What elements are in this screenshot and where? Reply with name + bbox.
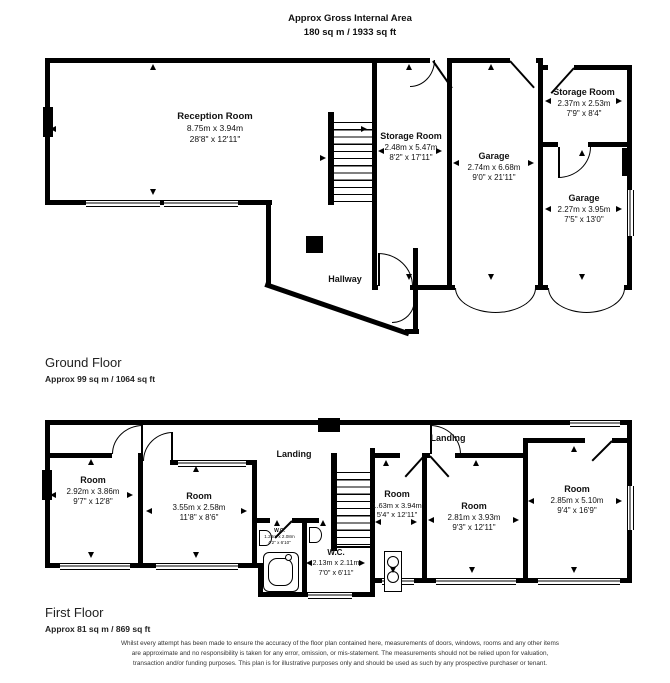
wall bbox=[523, 438, 585, 443]
measure-arrow bbox=[361, 126, 367, 132]
room-dims-metric: 1.63m x 3.94m bbox=[372, 500, 422, 510]
window bbox=[538, 578, 620, 585]
window bbox=[164, 200, 238, 207]
measure-arrow bbox=[579, 150, 585, 156]
room-name: Landing bbox=[430, 433, 466, 443]
disclaimer-text: Whilst every attempt has been made to ensure the accuracy of the floor plan contained here, measurements of doors, windows, rooms and any other items are approximate and no responsibility is taken for any error, omission, or mis-statement. The measurements should not be relied upon for valuation, transaction and/or funding purposes. This plan is for illustrative purposes only and should be used as such by any prospective purchaser or tenant. bbox=[121, 640, 559, 667]
room-name: Garage bbox=[478, 151, 510, 161]
room3-label bbox=[369, 489, 425, 520]
page-title bbox=[35, 12, 665, 40]
room-dims-imperial: 7'0" x 6'11" bbox=[318, 567, 354, 577]
room-dims-imperial: 11'8" x 8'6" bbox=[179, 513, 219, 523]
measure-arrow bbox=[406, 274, 412, 280]
room-name: Room bbox=[80, 475, 106, 485]
wall bbox=[252, 460, 257, 568]
wc-small-label bbox=[257, 528, 302, 545]
toilet-icon bbox=[309, 527, 322, 543]
wall bbox=[405, 329, 419, 334]
room-name: Room bbox=[564, 484, 590, 494]
window bbox=[627, 486, 634, 530]
gross-area-title: Approx Gross Internal Area bbox=[288, 13, 412, 24]
room-name: Hallway bbox=[328, 274, 362, 284]
garage-door-arc bbox=[455, 288, 496, 313]
window bbox=[178, 460, 246, 467]
room-name: Storage Room bbox=[380, 131, 442, 141]
room-name: Garage bbox=[568, 193, 600, 203]
wall bbox=[138, 453, 143, 568]
room-dims-imperial: 7'9" x 8'4" bbox=[566, 109, 602, 119]
floor-name: First Floor bbox=[45, 605, 104, 620]
chimney-block bbox=[622, 148, 632, 176]
room-dims-metric: 2.81m x 3.93m bbox=[447, 512, 501, 522]
chimney-block bbox=[43, 107, 53, 137]
garage-door-arc bbox=[586, 288, 625, 313]
garage-mid-label bbox=[452, 151, 536, 183]
door-leaf bbox=[591, 440, 612, 461]
measure-arrow bbox=[320, 520, 326, 526]
floor-area: Approx 81 sq m / 869 sq ft bbox=[45, 623, 151, 634]
door-arc bbox=[112, 425, 143, 454]
room2-label bbox=[147, 491, 251, 523]
wall bbox=[45, 453, 112, 458]
pillar bbox=[306, 236, 323, 253]
front-door-arc bbox=[392, 300, 415, 323]
measure-arrow bbox=[88, 459, 94, 465]
window bbox=[60, 563, 130, 570]
door-arc bbox=[558, 147, 591, 178]
garage-door-arc bbox=[548, 288, 587, 313]
chimney-block bbox=[318, 418, 340, 432]
measure-arrow bbox=[150, 189, 156, 195]
measure-arrow bbox=[579, 274, 585, 280]
wall bbox=[413, 248, 418, 334]
room-dims-metric: 1.28m x 2.08m bbox=[264, 534, 295, 539]
measure-arrow bbox=[571, 567, 577, 573]
room-dims-imperial: 7'5" x 13'0" bbox=[564, 215, 604, 225]
staircase bbox=[337, 466, 370, 546]
door-leaf bbox=[429, 455, 449, 477]
door-arc bbox=[143, 432, 173, 461]
door-leaf bbox=[509, 60, 535, 88]
first-floor-caption bbox=[45, 605, 150, 634]
room-name: Storage Room bbox=[553, 87, 615, 97]
measure-arrow bbox=[383, 460, 389, 466]
measure-arrow bbox=[50, 126, 56, 132]
room-dims-imperial: 9'3" x 12'11" bbox=[452, 523, 496, 533]
room-dims-metric: 2.92m x 3.86m bbox=[66, 486, 120, 496]
storage-room-mid-label bbox=[374, 131, 448, 163]
wall bbox=[450, 58, 510, 63]
measure-arrow bbox=[193, 466, 199, 472]
measure-arrow bbox=[571, 446, 577, 452]
wall bbox=[588, 142, 632, 147]
room-name: W.C. bbox=[327, 548, 345, 557]
room-dims-imperial: 4'2" x 6'10" bbox=[268, 539, 291, 545]
room-name: Landing bbox=[276, 449, 312, 459]
room-dims-imperial: 8'2" x 17'11" bbox=[389, 153, 433, 163]
room-dims-metric: 2.74m x 6.68m bbox=[467, 162, 521, 172]
measure-arrow bbox=[488, 64, 494, 70]
landing-right-label bbox=[408, 433, 488, 445]
room-dims-metric: 2.13m x 2.11m bbox=[312, 558, 360, 568]
gross-area-value: 180 sq m / 1933 sq ft bbox=[303, 26, 397, 38]
hallway-label bbox=[305, 274, 385, 286]
wall bbox=[252, 518, 270, 523]
measure-arrow bbox=[150, 64, 156, 70]
measure-arrow bbox=[406, 64, 412, 70]
wall bbox=[455, 453, 523, 458]
measure-arrow bbox=[390, 567, 396, 573]
room-dims-metric: 3.55m x 2.58m bbox=[172, 502, 226, 512]
room-dims-metric: 2.48m x 5.47m bbox=[384, 142, 438, 152]
wall bbox=[627, 65, 632, 290]
wall bbox=[370, 453, 400, 458]
window bbox=[308, 592, 352, 599]
floor-area: Approx 99 sq m / 1064 sq ft bbox=[45, 373, 156, 384]
room-name: Room bbox=[384, 489, 410, 499]
tap-icon bbox=[285, 554, 292, 561]
room-dims-metric: 2.37m x 2.53m bbox=[557, 98, 611, 108]
measure-arrow bbox=[320, 155, 326, 161]
wall-diagonal bbox=[264, 282, 409, 336]
wall bbox=[612, 438, 632, 443]
room-dims-imperial: 9'7" x 12'8" bbox=[73, 497, 113, 507]
room-name: Reception Room bbox=[177, 111, 253, 122]
wc-label bbox=[304, 548, 368, 577]
garage-right-label bbox=[541, 193, 627, 225]
room-dims-imperial: 28'8" x 12'11" bbox=[189, 134, 241, 145]
room-name: W.C. bbox=[274, 528, 285, 534]
garage-door-arc bbox=[495, 288, 536, 313]
landing-left-label bbox=[254, 449, 334, 461]
room-dims-metric: 2.85m x 5.10m bbox=[550, 495, 604, 505]
wall bbox=[266, 200, 271, 286]
measure-arrow bbox=[193, 552, 199, 558]
measure-arrow bbox=[274, 520, 280, 526]
window bbox=[156, 563, 238, 570]
door-arc bbox=[410, 60, 435, 87]
room1-label bbox=[45, 475, 141, 507]
room-name: Room bbox=[186, 491, 212, 501]
bathtub-inner bbox=[268, 558, 293, 586]
room-dims-imperial: 5'4" x 12'11" bbox=[376, 510, 418, 520]
measure-arrow bbox=[473, 460, 479, 466]
measure-arrow bbox=[488, 274, 494, 280]
wall bbox=[540, 142, 558, 147]
room4-label bbox=[426, 501, 522, 533]
room-dims-imperial: 9'0" x 21'11" bbox=[472, 173, 516, 183]
window bbox=[86, 200, 160, 207]
window bbox=[570, 420, 620, 427]
measure-arrow bbox=[88, 552, 94, 558]
window bbox=[627, 190, 634, 236]
storage-room-right-label bbox=[541, 87, 627, 119]
room-dims-metric: 8.75m x 3.94m bbox=[186, 123, 244, 134]
measure-arrow bbox=[469, 567, 475, 573]
ground-floor-caption bbox=[45, 355, 155, 384]
wall bbox=[372, 58, 377, 290]
room-dims-imperial: 9'4" x 16'9" bbox=[557, 506, 597, 516]
floor-name: Ground Floor bbox=[45, 355, 122, 370]
window bbox=[436, 578, 516, 585]
reception-room-label bbox=[145, 111, 285, 145]
room-dims-metric: 2.27m x 3.95m bbox=[557, 204, 611, 214]
room5-label bbox=[527, 484, 627, 516]
wall bbox=[574, 65, 632, 70]
room-name: Room bbox=[461, 501, 487, 511]
